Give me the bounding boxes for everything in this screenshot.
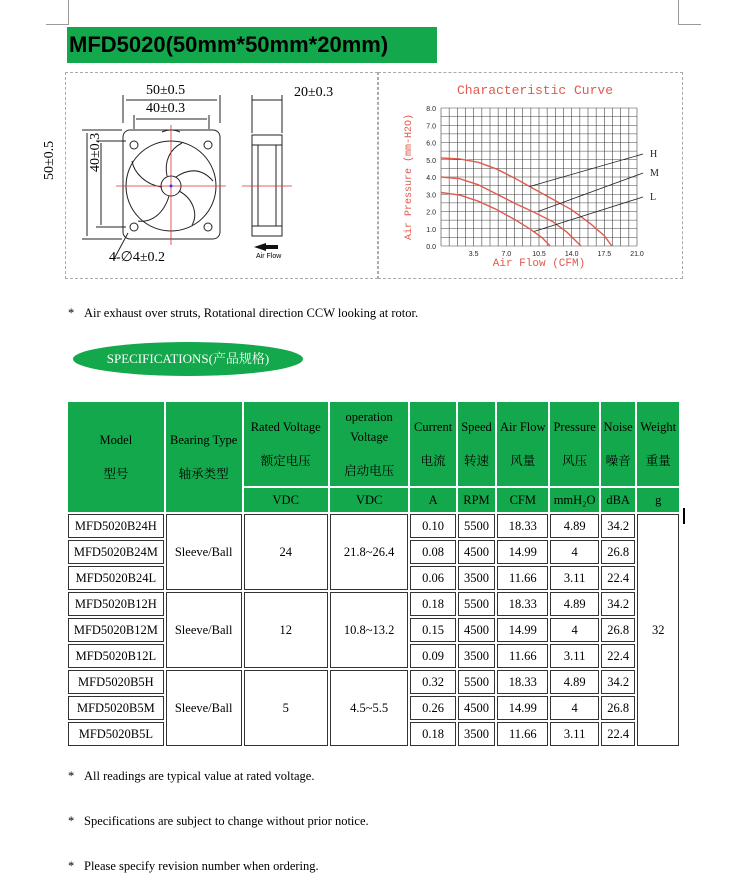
- legend-label-H: H: [650, 149, 658, 160]
- header-weight-line: Weight: [640, 420, 677, 434]
- note-star: *: [68, 814, 75, 828]
- bearing-cell: Sleeve/Ball: [166, 514, 242, 590]
- model-cell: MFD5020B24L: [68, 566, 164, 590]
- legend-leader-M: [538, 173, 643, 212]
- header-rated-line: Rated Voltage: [250, 420, 321, 434]
- note-typical: [68, 769, 314, 784]
- y-tick-label: 1.0: [426, 226, 436, 234]
- unit-cell: CFM: [497, 488, 548, 512]
- note-star: *: [68, 859, 75, 873]
- airflow-arrow-icon: [254, 243, 278, 251]
- note-star: *: [68, 769, 75, 783]
- y-tick-label: 5.0: [426, 157, 436, 165]
- y-tick-label: 8.0: [426, 106, 436, 113]
- airflow-cell: 14.99: [497, 618, 548, 642]
- chart-title: Characteristic Curve: [456, 83, 614, 98]
- header-pressure-line: 风压: [562, 454, 588, 468]
- corner-mark-left: [46, 0, 69, 25]
- current-cell: 0.26: [410, 696, 455, 720]
- header-bearing: [166, 402, 242, 512]
- pressure-cell: 3.11: [550, 566, 598, 590]
- airflow-label: Air Flow: [256, 253, 282, 260]
- header-bearing-line: 轴承类型: [178, 467, 229, 481]
- header-model-line: 型号: [103, 467, 129, 481]
- airflow-cell: 14.99: [497, 696, 548, 720]
- x-tick-label: 3.5: [468, 251, 479, 258]
- legend-leader-L: [534, 197, 643, 231]
- dim-width-label: 50±0.5: [146, 83, 186, 98]
- note-star: *: [68, 306, 75, 320]
- header-rated: [244, 402, 328, 486]
- header-pressure-line: Pressure: [553, 420, 596, 434]
- header-airflow-line: Air Flow: [500, 420, 546, 434]
- model-cell: MFD5020B5H: [68, 670, 164, 694]
- page-title: MFD5020(50mm*50mm*20mm): [67, 27, 437, 63]
- airflow-cell: 14.99: [497, 540, 548, 564]
- operation-voltage-cell: 21.8~26.4: [330, 514, 409, 590]
- current-cell: 0.18: [410, 592, 455, 616]
- speed-cell: 4500: [458, 696, 495, 720]
- y-tick-label: 6.0: [426, 140, 436, 148]
- characteristic-curve-chart: [379, 73, 680, 276]
- header-noise: [601, 402, 636, 486]
- note-change-text: Specifications are subject to change without prior notice.: [84, 814, 369, 828]
- header-operation-line: 启动电压: [344, 464, 395, 478]
- curve-H: [441, 158, 612, 246]
- dim-height-label: 50±0.5: [42, 140, 57, 180]
- current-cell: 0.18: [410, 722, 455, 746]
- pressure-cell: 4.89: [550, 592, 598, 616]
- pressure-cell: 4: [550, 696, 598, 720]
- model-cell: MFD5020B12L: [68, 644, 164, 668]
- header-weight-line: 重量: [645, 454, 671, 468]
- speed-cell: 5500: [458, 670, 495, 694]
- pressure-cell: 3.11: [550, 644, 598, 668]
- unit-cell: dBA: [601, 488, 636, 512]
- current-cell: 0.06: [410, 566, 455, 590]
- current-cell: 0.09: [410, 644, 455, 668]
- pressure-cell: 3.11: [550, 722, 598, 746]
- airflow-cell: 18.33: [497, 514, 548, 538]
- airflow-cell: 18.33: [497, 592, 548, 616]
- header-rated-line: 额定电压: [260, 454, 311, 468]
- header-operation: [330, 402, 409, 486]
- model-cell: MFD5020B12H: [68, 592, 164, 616]
- airflow-cell: 11.66: [497, 644, 548, 668]
- legend-leader-H: [530, 154, 643, 186]
- speed-cell: 3500: [458, 722, 495, 746]
- x-tick-label: 10.5: [532, 251, 546, 258]
- speed-cell: 5500: [458, 514, 495, 538]
- legend-label-M: M: [650, 168, 659, 179]
- note-revision-text: Please specify revision number when ordering.: [84, 859, 319, 873]
- current-cell: 0.32: [410, 670, 455, 694]
- y-axis-label: Air Pressure (mm-H2O): [404, 113, 415, 241]
- operation-voltage-cell: 10.8~13.2: [330, 592, 409, 668]
- model-cell: MFD5020B24H: [68, 514, 164, 538]
- unit-cell: VDC: [244, 488, 328, 512]
- current-cell: 0.08: [410, 540, 455, 564]
- noise-cell: 26.8: [601, 540, 636, 564]
- header-current: [410, 402, 455, 486]
- noise-cell: 34.2: [601, 514, 636, 538]
- table-row: [68, 592, 679, 616]
- speed-cell: 5500: [458, 592, 495, 616]
- airflow-cell: 11.66: [497, 722, 548, 746]
- note-revision: [68, 859, 319, 874]
- x-tick-label: 7.0: [501, 251, 512, 258]
- y-tick-label: 4.0: [426, 175, 436, 182]
- rated-voltage-cell: 5: [244, 670, 328, 746]
- table-header-row: [68, 402, 679, 486]
- airflow-cell: 18.33: [497, 670, 548, 694]
- speed-cell: 4500: [458, 540, 495, 564]
- noise-cell: 26.8: [601, 696, 636, 720]
- airflow-cell: 11.66: [497, 566, 548, 590]
- y-tick-label: 3.0: [426, 192, 436, 200]
- operation-voltage-cell: 4.5~5.5: [330, 670, 409, 746]
- note-exhaust-text: Air exhaust over struts, Rotational direction CCW looking at rotor.: [84, 306, 419, 320]
- header-speed-line: Speed: [461, 420, 492, 434]
- table-row: [68, 670, 679, 694]
- fan-dimension-drawing: [66, 73, 376, 277]
- note-change: [68, 814, 369, 829]
- bearing-cell: Sleeve/Ball: [166, 592, 242, 668]
- model-cell: MFD5020B12M: [68, 618, 164, 642]
- x-axis-label: Air Flow (CFM): [492, 258, 586, 270]
- text-cursor: [683, 508, 685, 524]
- header-noise-line: 噪音: [605, 454, 631, 468]
- corner-mark-right: [678, 0, 701, 25]
- header-model: [68, 402, 164, 512]
- header-pressure: [550, 402, 598, 486]
- header-airflow: [497, 402, 548, 486]
- x-tick-label: 14.0: [564, 251, 579, 258]
- speed-cell: 3500: [458, 566, 495, 590]
- header-bearing-line: Bearing Type: [170, 433, 238, 447]
- bearing-cell: Sleeve/Ball: [166, 670, 242, 746]
- model-cell: MFD5020B5L: [68, 722, 164, 746]
- header-operation-line: operation Voltage: [345, 410, 393, 444]
- pressure-cell: 4.89: [550, 670, 598, 694]
- unit-cell: g: [637, 488, 679, 512]
- current-cell: 0.10: [410, 514, 455, 538]
- table-row: [68, 514, 679, 538]
- pressure-cell: 4: [550, 618, 598, 642]
- model-cell: MFD5020B24M: [68, 540, 164, 564]
- noise-cell: 22.4: [601, 722, 636, 746]
- dim-hole-height-label: 40±0.3: [88, 132, 103, 172]
- note-exhaust: [68, 306, 418, 321]
- noise-cell: 34.2: [601, 670, 636, 694]
- dim-depth-label: 20±0.3: [294, 85, 334, 100]
- rated-voltage-cell: 24: [244, 514, 328, 590]
- header-model-line: Model: [99, 433, 133, 447]
- speed-cell: 4500: [458, 618, 495, 642]
- header-speed-line: 转速: [463, 454, 489, 468]
- noise-cell: 22.4: [601, 644, 636, 668]
- pressure-cell: 4: [550, 540, 598, 564]
- unit-cell: mmH₂O: [550, 488, 598, 512]
- model-cell: MFD5020B5M: [68, 696, 164, 720]
- x-tick-label: 17.5: [597, 251, 612, 258]
- unit-cell: RPM: [458, 488, 495, 512]
- rated-voltage-cell: 12: [244, 592, 328, 668]
- unit-cell: A: [410, 488, 455, 512]
- noise-cell: 26.8: [601, 618, 636, 642]
- y-tick-label: 0.0: [426, 244, 436, 251]
- noise-cell: 34.2: [601, 592, 636, 616]
- unit-cell: VDC: [330, 488, 409, 512]
- header-weight: [637, 402, 679, 486]
- weight-cell: 32: [637, 514, 679, 746]
- pressure-cell: 4.89: [550, 514, 598, 538]
- specifications-badge: SPECIFICATIONS(产品规格): [73, 342, 303, 376]
- header-noise-line: Noise: [603, 420, 633, 434]
- dim-holes-label: 4-∅4±0.2: [109, 250, 166, 265]
- legend-label-L: L: [650, 192, 657, 203]
- specifications-table: [66, 400, 681, 748]
- noise-cell: 22.4: [601, 566, 636, 590]
- current-cell: 0.15: [410, 618, 455, 642]
- header-current-line: 电流: [420, 454, 446, 468]
- note-typical-text: All readings are typical value at rated voltage.: [84, 769, 315, 783]
- header-airflow-line: 风量: [510, 454, 536, 468]
- dim-hole-width-label: 40±0.3: [146, 101, 186, 116]
- y-tick-label: 7.0: [426, 123, 436, 131]
- y-tick-label: 2.0: [426, 209, 436, 217]
- header-current-line: Current: [414, 420, 453, 434]
- speed-cell: 3500: [458, 644, 495, 668]
- x-tick-label: 21.0: [630, 251, 644, 258]
- header-speed: [458, 402, 495, 486]
